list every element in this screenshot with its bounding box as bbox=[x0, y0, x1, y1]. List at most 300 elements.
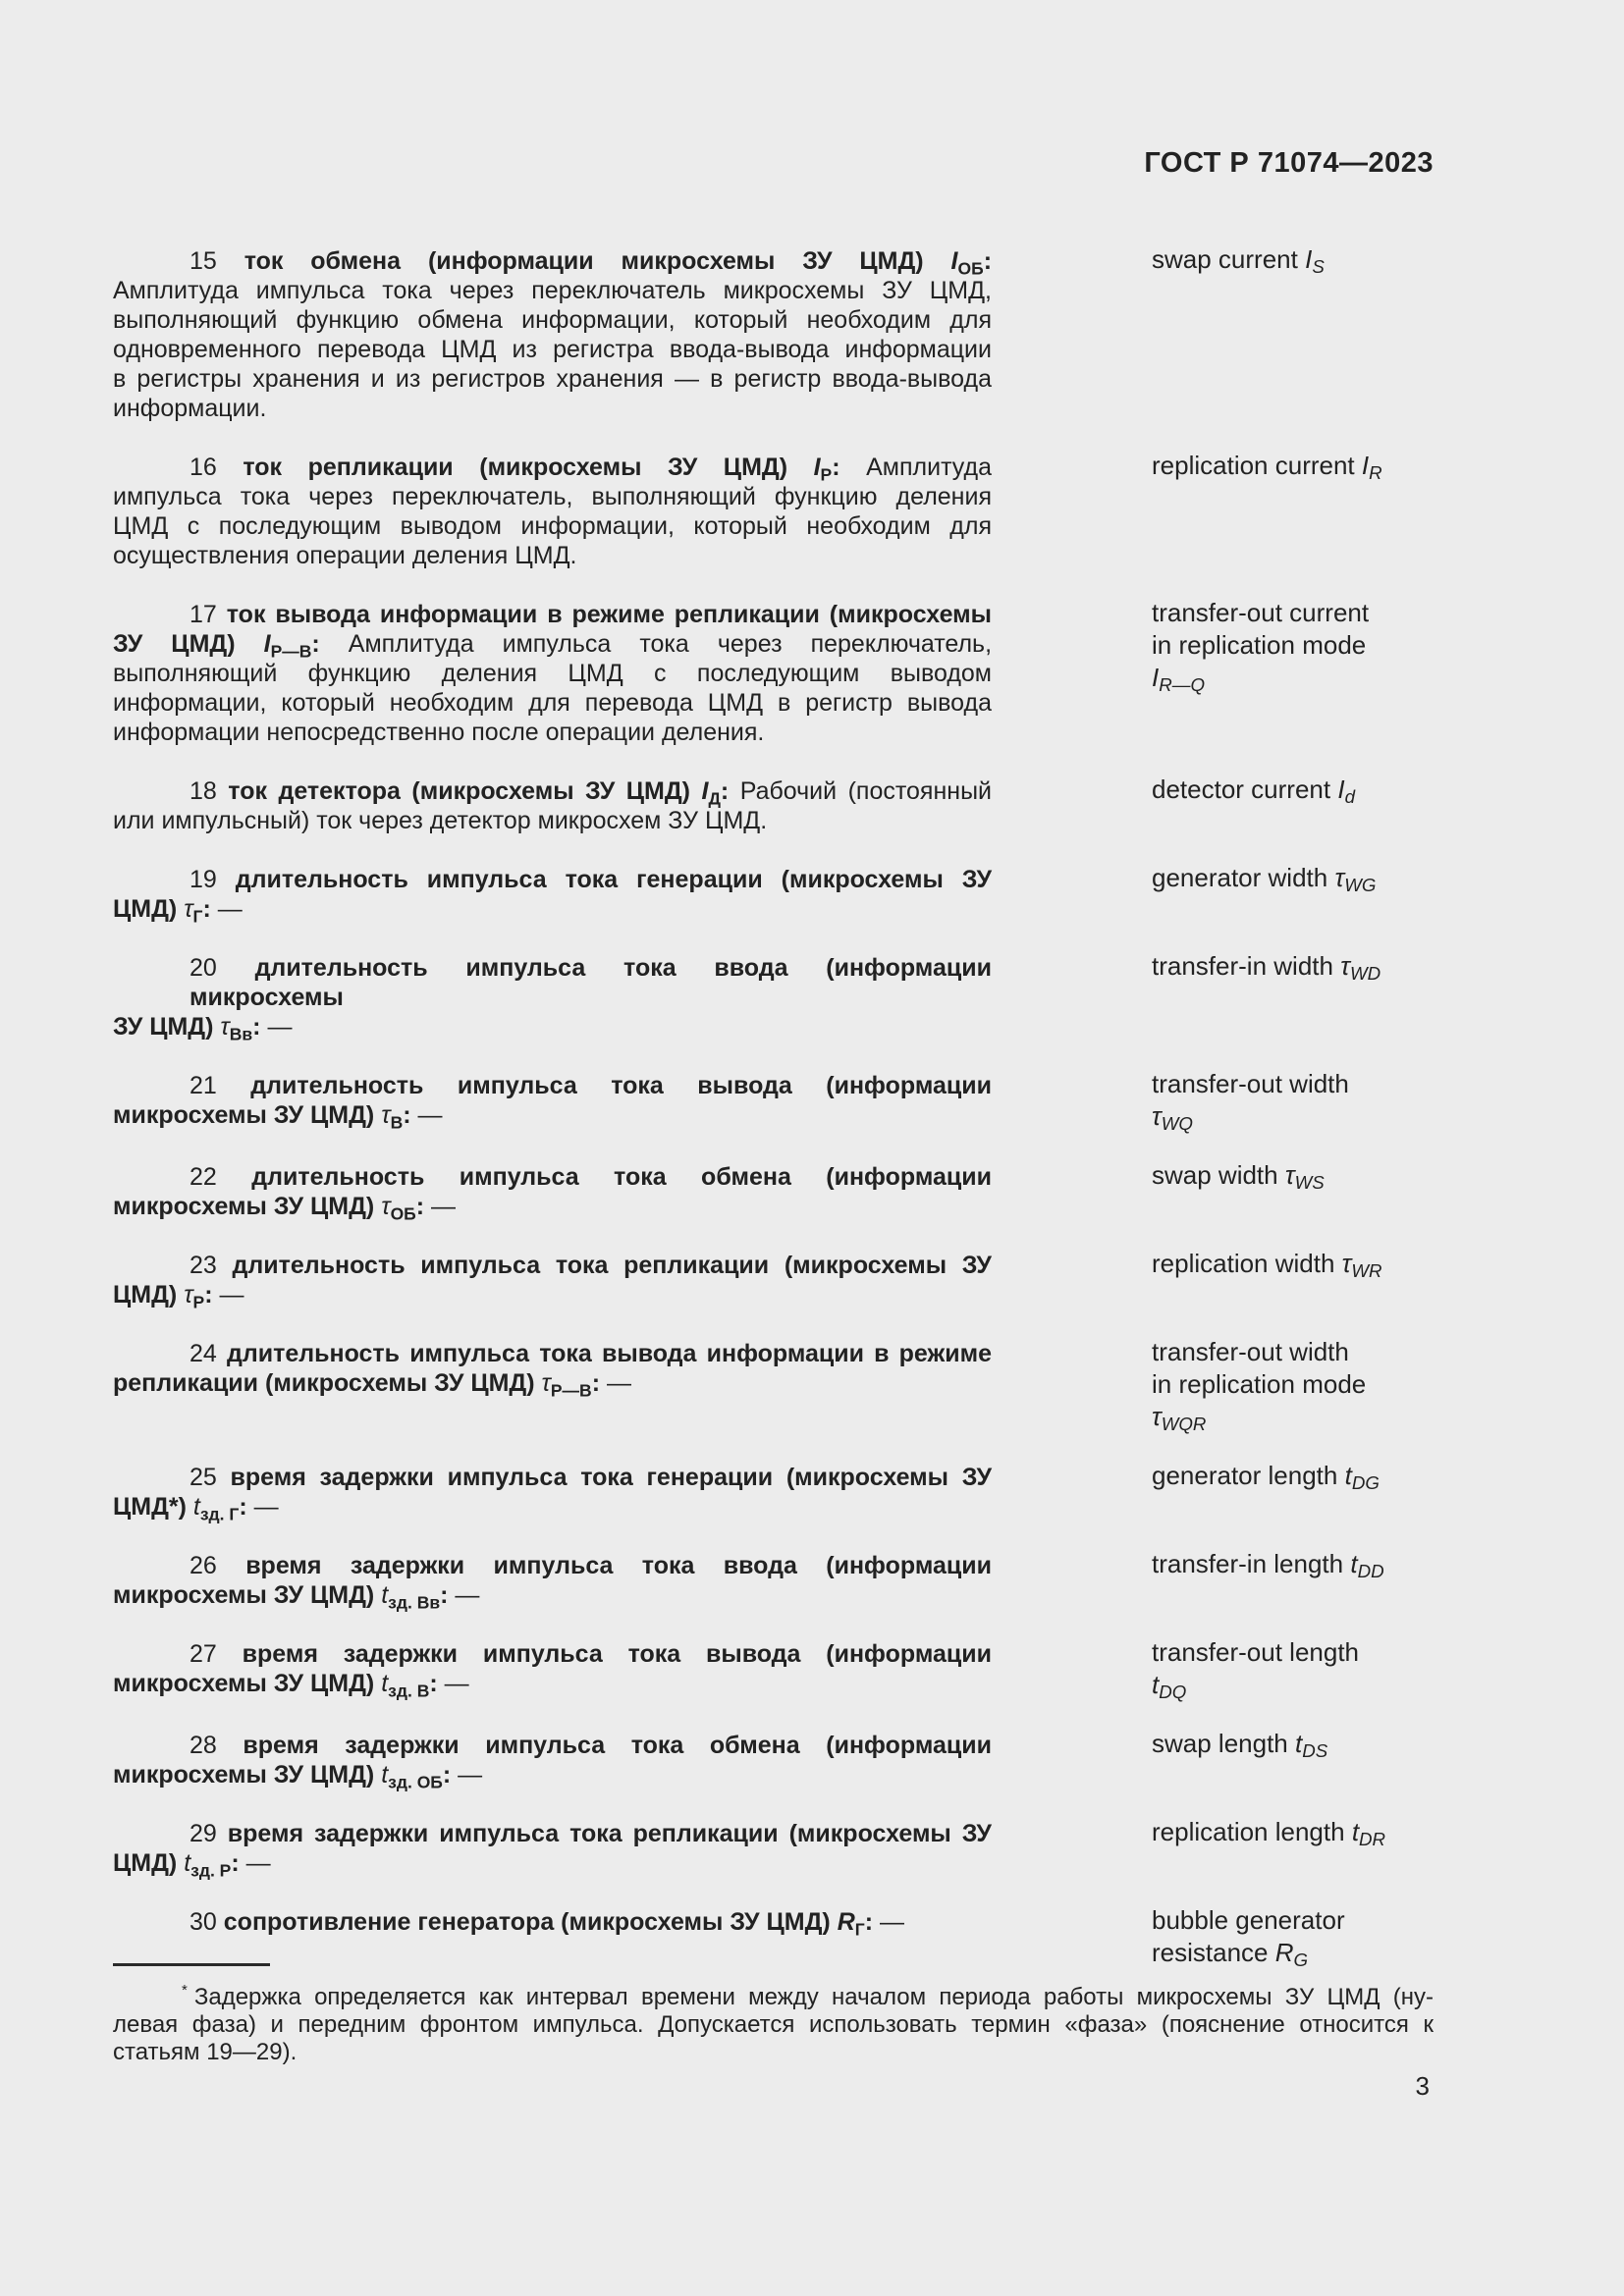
body-text: resistance bbox=[1152, 1938, 1269, 1967]
term-entry bbox=[113, 1463, 1488, 1522]
term-text: время задержки импульса тока генерации (микросхемы ЗУ bbox=[230, 1464, 992, 1491]
term-entry bbox=[113, 1549, 1488, 1613]
entry-number: 23 bbox=[189, 1252, 217, 1279]
russian-line bbox=[113, 1492, 992, 1522]
entry-number: 24 bbox=[189, 1340, 217, 1367]
body-text: Амплитуда bbox=[866, 454, 992, 481]
body-text: — bbox=[431, 1193, 457, 1220]
body-text: generator width bbox=[1152, 863, 1328, 892]
symbol-subscript: зд. Р bbox=[190, 1860, 232, 1881]
symbol-base: I bbox=[813, 454, 821, 481]
symbol-subscript: DS bbox=[1302, 1740, 1328, 1762]
symbol-subscript: зд. В bbox=[388, 1681, 430, 1701]
body-text: Рабочий (постоянный bbox=[739, 777, 993, 805]
footnote-rule bbox=[113, 1963, 270, 1966]
symbol-colon: : bbox=[442, 1761, 452, 1789]
body-text: — bbox=[879, 1908, 904, 1936]
english-line bbox=[1152, 1068, 1481, 1100]
symbol-base: I bbox=[1305, 244, 1313, 274]
russian-line bbox=[113, 1639, 992, 1669]
symbol-subscript: В bbox=[390, 1112, 404, 1133]
entry-number: 22 bbox=[189, 1163, 217, 1191]
term-text: микросхемы ЗУ ЦМД) bbox=[113, 1101, 375, 1129]
entry-number: 20 bbox=[189, 954, 217, 982]
symbol-subscript: WD bbox=[1349, 963, 1381, 985]
footnote-marker: * bbox=[182, 1982, 188, 1999]
footnote-text: левая фаза) и передним фронтом импульса. Допускается использовать термин «фаза» (пояснение относится к bbox=[113, 2011, 1434, 2038]
body-text: — bbox=[253, 1493, 279, 1521]
term-text: сопротивление генератора (микросхемы ЗУ ЦМД) bbox=[223, 1908, 831, 1936]
symbol-subscript: ОБ bbox=[957, 258, 984, 279]
english-line bbox=[1152, 1336, 1481, 1368]
english-line bbox=[1152, 1669, 1481, 1701]
russian-line bbox=[113, 394, 992, 423]
body-text: ЦМД с последующим выводом информации, который необходим для bbox=[113, 512, 992, 540]
symbol-base: t bbox=[381, 1761, 389, 1789]
symbol-subscript: Вв bbox=[229, 1024, 253, 1044]
term-symbol-en bbox=[1152, 1402, 1207, 1435]
symbol-base: I bbox=[1361, 451, 1370, 480]
body-text: информации непосредственно после операции деления. bbox=[113, 719, 765, 746]
symbol-subscript: WG bbox=[1344, 875, 1377, 896]
entry-number: 15 bbox=[189, 247, 217, 275]
term-english bbox=[1152, 1636, 1481, 1701]
symbol-base: I bbox=[1152, 663, 1160, 692]
russian-line bbox=[113, 1669, 992, 1701]
term-text: длительность импульса тока вывода информации в режиме bbox=[226, 1340, 993, 1367]
symbol-subscript: WR bbox=[1351, 1260, 1382, 1282]
term-entry bbox=[113, 1729, 1488, 1792]
body-text: — bbox=[417, 1101, 443, 1129]
term-russian bbox=[113, 246, 992, 423]
symbol-base: τ bbox=[1340, 951, 1350, 981]
symbol-subscript: d bbox=[1344, 786, 1355, 808]
symbol-base: R bbox=[1274, 1938, 1294, 1967]
term-russian bbox=[113, 1551, 992, 1613]
body-text: generator length bbox=[1152, 1461, 1338, 1490]
english-line bbox=[1152, 662, 1481, 694]
term-english bbox=[1152, 243, 1481, 276]
symbol-base: t bbox=[1152, 1670, 1160, 1699]
symbol-colon: : bbox=[239, 1493, 247, 1521]
term-russian bbox=[113, 1071, 992, 1133]
entry-number: 27 bbox=[189, 1640, 217, 1668]
term-text: ток репликации (микросхемы ЗУ ЦМД) bbox=[243, 454, 788, 481]
symbol-base: τ bbox=[1152, 1101, 1162, 1131]
term-text: время задержки импульса тока репликации (микросхемы ЗУ bbox=[227, 1820, 992, 1847]
term-text: ток вывода информации в режиме репликации (микросхемы bbox=[226, 601, 992, 628]
symbol-subscript: Г bbox=[854, 1919, 865, 1940]
term-text: длительность импульса тока обмена (информации bbox=[251, 1163, 992, 1191]
term-text: время задержки импульса тока обмена (информации bbox=[243, 1732, 992, 1759]
symbol-base: τ bbox=[1341, 1249, 1352, 1278]
body-text: replication length bbox=[1152, 1817, 1345, 1846]
footnote-text: Задержка определяется как интервал времени между началом периода работы микросхемы ЗУ ЦМД (ну- bbox=[193, 1984, 1434, 2010]
body-text: transfer-in width bbox=[1152, 951, 1333, 981]
symbol-subscript: WS bbox=[1294, 1172, 1325, 1194]
term-russian bbox=[113, 1731, 992, 1792]
term-entry bbox=[113, 453, 1488, 570]
symbol-base: t bbox=[1344, 1461, 1352, 1490]
footnote bbox=[113, 1963, 1434, 2066]
symbol-subscript: DQ bbox=[1159, 1682, 1187, 1703]
russian-line bbox=[113, 629, 993, 662]
russian-line bbox=[113, 1192, 992, 1224]
term-symbol-en bbox=[1341, 1249, 1382, 1282]
term-symbol bbox=[381, 1581, 449, 1613]
term-entry bbox=[113, 1071, 1488, 1133]
russian-line bbox=[113, 659, 992, 688]
body-text: replication current bbox=[1152, 451, 1355, 480]
body-text: swap width bbox=[1152, 1160, 1278, 1190]
term-symbol bbox=[541, 1369, 601, 1401]
symbol-base: τ bbox=[1284, 1160, 1295, 1190]
symbol-subscript: DG bbox=[1351, 1472, 1380, 1494]
term-symbol-en bbox=[1361, 451, 1382, 484]
symbol-base: I bbox=[263, 630, 271, 658]
body-text: выполняющий функцию деления ЦМД с последующим выводом bbox=[113, 660, 992, 687]
body-text: — bbox=[455, 1581, 480, 1609]
term-russian bbox=[113, 453, 992, 570]
body-text: в регистры хранения и из регистров хранения — в регистр ввода-вывода bbox=[113, 365, 992, 393]
entry-number: 19 bbox=[189, 866, 217, 893]
entry-number: 29 bbox=[189, 1820, 217, 1847]
symbol-colon: : bbox=[591, 1369, 601, 1397]
term-symbol-en bbox=[1351, 1817, 1386, 1850]
footnote-line bbox=[113, 2011, 1434, 2039]
symbol-subscript: Д bbox=[708, 788, 721, 809]
symbol-subscript: зд. Вв bbox=[388, 1592, 441, 1613]
term-symbol bbox=[381, 1761, 452, 1792]
body-text: in replication mode bbox=[1152, 1369, 1367, 1399]
russian-line bbox=[113, 1339, 992, 1368]
english-line bbox=[1152, 774, 1481, 806]
term-entry bbox=[113, 600, 1488, 747]
body-text: swap length bbox=[1152, 1729, 1288, 1758]
symbol-base: τ bbox=[381, 1193, 391, 1220]
english-line bbox=[1152, 1816, 1481, 1848]
russian-line bbox=[113, 776, 993, 809]
symbol-colon: : bbox=[415, 1193, 425, 1220]
russian-line bbox=[113, 482, 992, 511]
term-symbol bbox=[220, 1013, 261, 1044]
term-text: репликации (микросхемы ЗУ ЦМД) bbox=[113, 1369, 535, 1397]
term-russian bbox=[113, 1819, 992, 1881]
footnote-line bbox=[113, 1977, 1434, 2011]
symbol-subscript: WQ bbox=[1161, 1113, 1193, 1135]
english-line bbox=[1152, 1548, 1481, 1580]
body-text: transfer-out width bbox=[1152, 1337, 1349, 1366]
term-text: микросхемы ЗУ ЦМД) bbox=[113, 1670, 375, 1697]
body-text: — bbox=[219, 1281, 244, 1308]
term-russian bbox=[113, 600, 992, 747]
russian-line bbox=[113, 1071, 992, 1100]
symbol-base: τ bbox=[541, 1369, 551, 1397]
english-line bbox=[1152, 1401, 1481, 1433]
term-russian bbox=[113, 1251, 992, 1312]
russian-line bbox=[113, 1012, 992, 1044]
term-text: ЦМД) bbox=[113, 1281, 178, 1308]
symbol-colon: : bbox=[311, 630, 320, 658]
english-line bbox=[1152, 243, 1481, 276]
term-russian bbox=[113, 1907, 992, 1940]
term-text: микросхемы ЗУ ЦМД) bbox=[113, 1193, 375, 1220]
russian-line bbox=[113, 1848, 992, 1881]
russian-line bbox=[113, 1463, 992, 1492]
english-line bbox=[1152, 1636, 1481, 1669]
russian-line bbox=[113, 1280, 992, 1312]
symbol-base: I bbox=[701, 777, 709, 805]
english-line bbox=[1152, 629, 1481, 662]
symbol-colon: : bbox=[403, 1101, 411, 1129]
term-russian bbox=[113, 1639, 992, 1701]
term-text: длительность импульса тока репликации (микросхемы ЗУ bbox=[232, 1252, 992, 1279]
body-text: осуществления операции деления ЦМД. bbox=[113, 542, 577, 569]
body-text: bubble generator bbox=[1152, 1905, 1345, 1935]
english-line bbox=[1152, 1728, 1481, 1760]
russian-line bbox=[113, 453, 992, 485]
term-english bbox=[1152, 950, 1481, 983]
term-symbol-en bbox=[1340, 951, 1381, 985]
english-line bbox=[1152, 950, 1481, 983]
term-symbol-en bbox=[1284, 1160, 1325, 1194]
english-line bbox=[1152, 450, 1481, 482]
russian-line bbox=[113, 865, 992, 894]
russian-line bbox=[113, 1551, 992, 1580]
term-english bbox=[1152, 1460, 1481, 1492]
symbol-base: τ bbox=[1334, 863, 1345, 892]
russian-line bbox=[113, 718, 992, 747]
term-english bbox=[1152, 774, 1481, 806]
term-english bbox=[1152, 1904, 1481, 1969]
entry-number: 18 bbox=[189, 777, 217, 805]
term-text: ЦМД) bbox=[113, 895, 178, 923]
symbol-base: t bbox=[192, 1493, 200, 1521]
term-entry bbox=[113, 1160, 1488, 1224]
term-text: микросхемы ЗУ ЦМД) bbox=[113, 1761, 375, 1789]
entry-number: 16 bbox=[189, 454, 217, 481]
russian-line bbox=[113, 364, 992, 394]
body-text: swap current bbox=[1152, 244, 1298, 274]
symbol-colon: : bbox=[252, 1013, 261, 1041]
term-text: ток детектора (микросхемы ЗУ ЦМД) bbox=[228, 777, 691, 805]
footnote-line bbox=[113, 2039, 1434, 2066]
term-symbol bbox=[184, 895, 211, 927]
symbol-subscript: S bbox=[1312, 256, 1325, 278]
russian-line bbox=[113, 688, 992, 718]
term-symbol-en bbox=[1344, 1461, 1380, 1494]
symbol-subscript: Р bbox=[192, 1292, 205, 1312]
russian-line bbox=[113, 894, 992, 927]
term-entry bbox=[113, 1639, 1488, 1701]
body-text: одновременного перевода ЦМД из регистра ввода-вывода информации bbox=[113, 336, 992, 363]
term-text: ЗУ ЦМД) bbox=[113, 1013, 214, 1041]
terms-list bbox=[113, 246, 1488, 1999]
term-russian bbox=[113, 1339, 993, 1401]
body-text: Амплитуда импульса тока через переключатель, bbox=[348, 630, 993, 658]
term-text: длительность импульса тока ввода (информации микросхемы bbox=[189, 954, 992, 1011]
term-symbol-en bbox=[1152, 1670, 1187, 1703]
term-english bbox=[1152, 1728, 1481, 1760]
russian-line bbox=[113, 1907, 992, 1940]
russian-line bbox=[113, 953, 992, 1012]
term-english bbox=[1152, 862, 1481, 894]
russian-line bbox=[113, 276, 992, 305]
body-text: — bbox=[245, 1849, 271, 1877]
russian-line bbox=[113, 1580, 992, 1613]
body-text: — bbox=[267, 1013, 293, 1041]
symbol-colon: : bbox=[440, 1581, 449, 1609]
symbol-subscript: Г bbox=[192, 906, 203, 927]
term-english bbox=[1152, 1248, 1481, 1280]
russian-line bbox=[113, 1760, 992, 1792]
russian-line bbox=[113, 511, 992, 541]
symbol-subscript: R—Q bbox=[1159, 674, 1205, 696]
english-line bbox=[1152, 1100, 1481, 1133]
term-english bbox=[1152, 1548, 1481, 1580]
footnote-lines bbox=[113, 1977, 1434, 2066]
symbol-subscript: Р bbox=[820, 464, 833, 485]
symbol-base: I bbox=[1337, 774, 1345, 804]
body-text: — bbox=[444, 1670, 469, 1697]
term-english bbox=[1152, 450, 1481, 482]
symbol-subscript: Р—В bbox=[550, 1380, 592, 1401]
entry-number: 21 bbox=[189, 1072, 217, 1099]
symbol-base: t bbox=[1295, 1729, 1303, 1758]
russian-line bbox=[113, 1819, 992, 1848]
symbol-colon: : bbox=[231, 1849, 240, 1877]
entry-number: 26 bbox=[189, 1552, 217, 1579]
russian-line bbox=[113, 806, 992, 835]
term-text: микросхемы ЗУ ЦМД) bbox=[113, 1581, 375, 1609]
english-line bbox=[1152, 1460, 1481, 1492]
term-russian bbox=[113, 1463, 992, 1522]
russian-line bbox=[113, 1100, 992, 1133]
symbol-subscript: R bbox=[1369, 462, 1382, 484]
term-entry bbox=[113, 246, 1488, 423]
english-line bbox=[1152, 1159, 1481, 1192]
russian-line bbox=[113, 335, 992, 364]
symbol-subscript: зд. Г bbox=[199, 1504, 240, 1524]
russian-line bbox=[113, 1162, 992, 1192]
term-text: время задержки импульса тока ввода (информации bbox=[245, 1552, 992, 1579]
term-english bbox=[1152, 1336, 1481, 1433]
page-number: 3 bbox=[1415, 2071, 1430, 2101]
symbol-subscript: WQR bbox=[1161, 1414, 1207, 1435]
term-entry bbox=[113, 863, 1488, 927]
term-english bbox=[1152, 1159, 1481, 1192]
symbol-base: t bbox=[381, 1581, 389, 1609]
symbol-colon: : bbox=[864, 1908, 874, 1936]
symbol-subscript: G bbox=[1293, 1949, 1309, 1971]
term-entry bbox=[113, 1817, 1488, 1881]
symbol-base: t bbox=[381, 1670, 389, 1697]
term-symbol bbox=[381, 1670, 438, 1701]
term-symbol-en bbox=[1350, 1549, 1384, 1582]
term-symbol bbox=[813, 454, 840, 485]
term-symbol-en bbox=[1305, 244, 1325, 278]
body-text: Амплитуда импульса тока через переключатель микросхемы ЗУ ЦМД, bbox=[113, 277, 992, 304]
term-symbol-en bbox=[1334, 863, 1377, 896]
body-text: выполняющий функцию обмена информации, который необходим для bbox=[113, 306, 992, 334]
russian-line bbox=[113, 1731, 992, 1760]
entry-number: 25 bbox=[189, 1464, 217, 1491]
body-text: transfer-out length bbox=[1152, 1637, 1360, 1667]
symbol-colon: : bbox=[202, 895, 211, 923]
term-russian bbox=[113, 953, 992, 1044]
term-text: ЗУ ЦМД) bbox=[113, 630, 236, 658]
body-text: информации, который необходим для перевода ЦМД в регистр вывода bbox=[113, 689, 992, 717]
body-text: in replication mode bbox=[1152, 630, 1367, 660]
symbol-base: τ bbox=[220, 1013, 230, 1041]
term-russian bbox=[113, 865, 992, 927]
body-text: — bbox=[217, 895, 243, 923]
term-russian bbox=[113, 776, 992, 835]
body-text: detector current bbox=[1152, 774, 1331, 804]
symbol-subscript: зд. ОБ bbox=[388, 1772, 443, 1792]
body-text: replication width bbox=[1152, 1249, 1335, 1278]
russian-line bbox=[113, 541, 992, 570]
symbol-colon: : bbox=[983, 247, 993, 275]
russian-line bbox=[113, 600, 992, 629]
term-text: длительность импульса тока генерации (микросхемы ЗУ bbox=[235, 866, 992, 893]
term-symbol bbox=[837, 1908, 874, 1940]
term-entry bbox=[113, 951, 1488, 1044]
russian-line bbox=[113, 1368, 992, 1401]
body-text: импульса тока через переключатель, выполняющий функцию деления bbox=[113, 483, 992, 510]
symbol-subscript: Р—В bbox=[270, 641, 312, 662]
term-symbol-en bbox=[1152, 663, 1205, 696]
body-text: transfer-out current bbox=[1152, 598, 1370, 627]
document-number: ГОСТ Р 71074—2023 bbox=[1144, 147, 1434, 179]
symbol-colon: : bbox=[429, 1670, 438, 1697]
entry-number: 28 bbox=[189, 1732, 217, 1759]
term-symbol-en bbox=[1337, 774, 1355, 808]
entry-number: 17 bbox=[189, 601, 217, 628]
term-entry bbox=[113, 776, 1488, 835]
term-symbol-en bbox=[1295, 1729, 1328, 1762]
symbol-base: R bbox=[837, 1908, 855, 1936]
symbol-base: τ bbox=[184, 1281, 193, 1308]
english-line bbox=[1152, 862, 1481, 894]
term-text: длительность импульса тока вывода (информации bbox=[250, 1072, 992, 1099]
russian-line bbox=[113, 246, 993, 279]
term-symbol bbox=[381, 1101, 411, 1133]
symbol-base: τ bbox=[1152, 1402, 1162, 1431]
body-text: — bbox=[458, 1761, 483, 1789]
term-symbol-en bbox=[1152, 1101, 1193, 1135]
term-entry bbox=[113, 1339, 1488, 1433]
body-text: transfer-out width bbox=[1152, 1069, 1349, 1098]
symbol-base: I bbox=[950, 247, 958, 275]
term-russian bbox=[113, 1162, 992, 1224]
english-line bbox=[1152, 597, 1481, 629]
entry-number: 30 bbox=[189, 1908, 217, 1936]
english-line bbox=[1152, 1904, 1481, 1937]
symbol-subscript: DD bbox=[1357, 1561, 1384, 1582]
term-symbol bbox=[184, 1281, 213, 1312]
symbol-base: τ bbox=[184, 895, 193, 923]
term-entry bbox=[113, 1907, 1488, 1969]
symbol-base: t bbox=[1350, 1549, 1358, 1578]
term-symbol bbox=[192, 1493, 247, 1524]
body-text: информации. bbox=[113, 395, 267, 422]
term-text: ЦМД*) bbox=[113, 1493, 187, 1521]
symbol-colon: : bbox=[720, 777, 730, 805]
symbol-base: t bbox=[1351, 1817, 1360, 1846]
term-symbol bbox=[950, 247, 993, 279]
symbol-colon: : bbox=[832, 454, 840, 481]
